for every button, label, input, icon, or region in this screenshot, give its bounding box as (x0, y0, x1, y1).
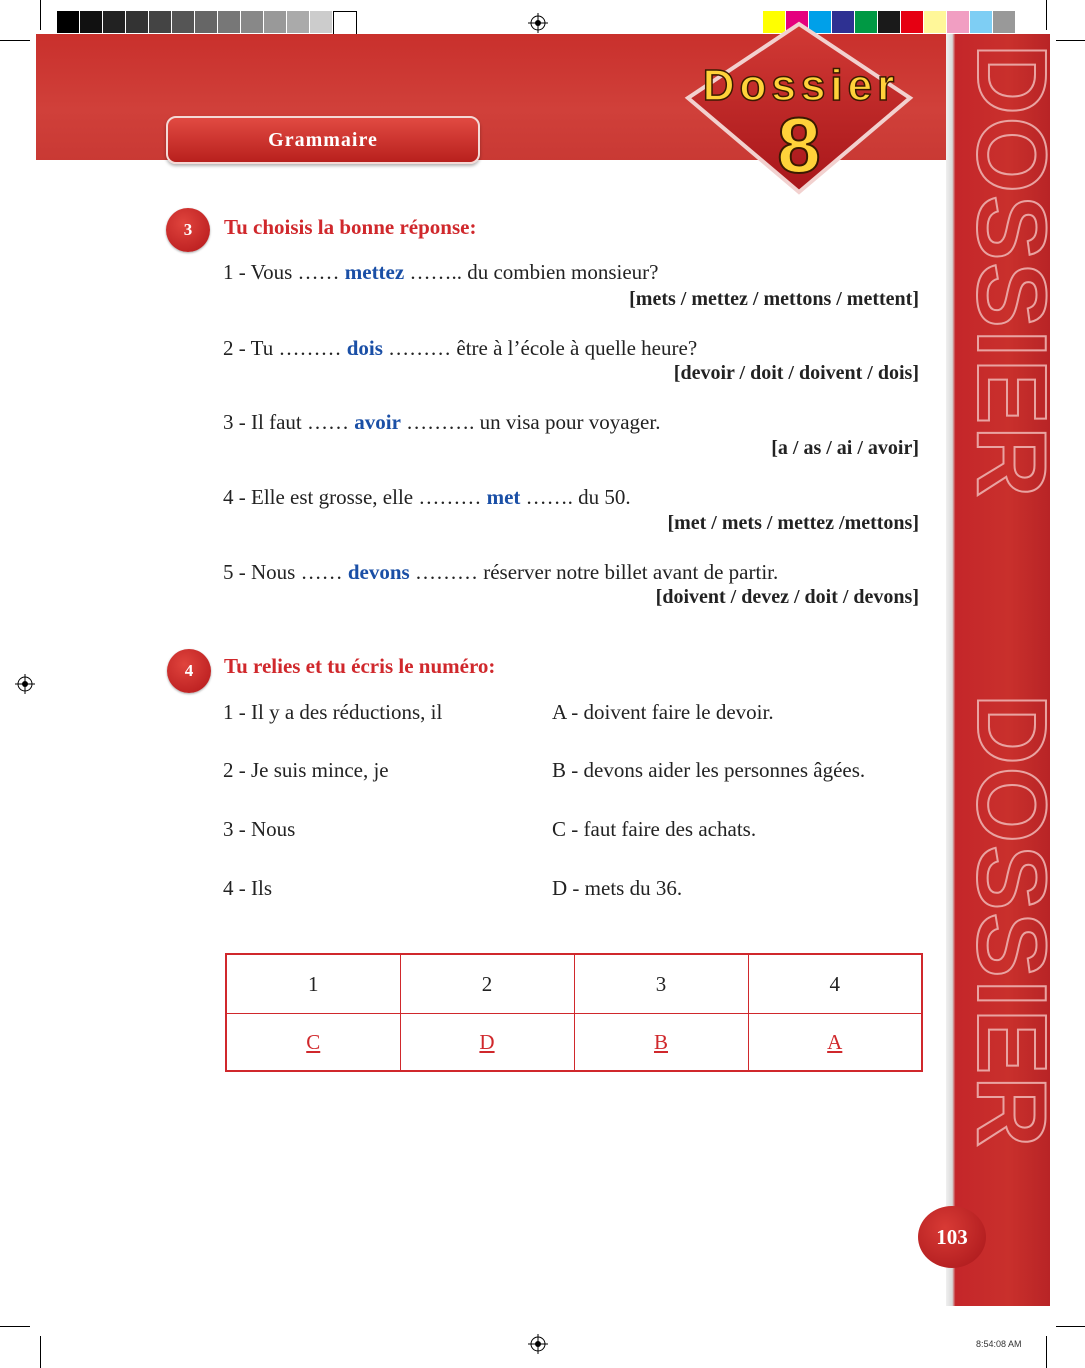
gray-swatch (103, 11, 125, 33)
question-line (223, 336, 697, 361)
question-line (223, 485, 631, 510)
table-answer-cell: C (226, 1014, 400, 1072)
question-line (223, 260, 659, 285)
table-row (226, 954, 922, 1014)
side-banner (946, 34, 1067, 1306)
match-left-item: 1 - Il y a des réductions, il (223, 700, 443, 724)
table-header-cell: 4 (748, 954, 922, 1014)
color-swatch (947, 11, 969, 33)
gray-swatch (126, 11, 148, 33)
answer-word: avoir (354, 410, 401, 434)
question-text-before: 2 - Tu ……… (223, 336, 342, 360)
question-text-before: 5 - Nous …… (223, 560, 343, 584)
dossier-word: Dossier (702, 61, 900, 110)
question-text-before: 3 - Il faut …… (223, 410, 349, 434)
match-right-item: A - doivent faire le devoir. (552, 700, 774, 724)
answer-options: [met / mets / mettez /mettons] (667, 512, 919, 534)
table-header-cell: 1 (226, 954, 400, 1014)
answer-options: [doivent / devez / doit / devons] (655, 586, 919, 608)
registration-mark-icon (528, 13, 548, 33)
gray-swatch (57, 11, 79, 33)
match-right-item: B - devons aider les personnes âgées. (552, 758, 866, 782)
question-line (223, 410, 660, 435)
gray-swatch (333, 11, 357, 35)
answer-options: [devoir / doit / doivent / dois] (673, 362, 919, 384)
question-text-after: …….. du combien monsieur? (409, 260, 659, 284)
exercise-number-badge (167, 649, 211, 693)
table-answer-cell: A (748, 1014, 922, 1072)
color-swatch (924, 11, 946, 33)
match-left-item: 3 - Nous (223, 817, 296, 841)
answer-word: met (486, 485, 521, 509)
table-header-cell: 3 (574, 954, 748, 1014)
answer-table (225, 953, 923, 1072)
answer-options: [mets / mettez / mettons / mettent] (629, 288, 919, 310)
dossier-badge (684, 20, 914, 195)
question-text-after: ……. du 50. (525, 485, 631, 509)
question-text-before: 4 - Elle est grosse, elle ……… (223, 485, 482, 509)
answer-word: mettez (344, 260, 405, 284)
exercise-number: 3 (183, 220, 193, 239)
gray-swatch (310, 11, 332, 33)
table-row (226, 1014, 922, 1072)
exercise-title: Tu choisis la bonne réponse: (224, 215, 477, 239)
gray-swatch (172, 11, 194, 33)
color-swatch (970, 11, 992, 33)
exercise-title: Tu relies et tu écris le numéro: (224, 654, 496, 678)
match-right-item: C - faut faire des achats. (552, 817, 757, 841)
print-timestamp: 8:54:08 AM (976, 1339, 1022, 1349)
exercise-number: 4 (184, 661, 194, 680)
match-left-item: 2 - Je suis mince, je (223, 758, 389, 782)
gray-swatch (149, 11, 171, 33)
gray-swatch (195, 11, 217, 33)
exercise-number-badge (166, 208, 210, 252)
page-number: 103 (918, 1206, 986, 1268)
registration-mark-icon (15, 674, 35, 694)
side-banner-text-repeat: DOSSIER (957, 694, 1067, 1150)
dossier-number: 8 (777, 101, 821, 189)
gray-swatch (218, 11, 240, 33)
answer-word: devons (347, 560, 410, 584)
table-header-cell: 2 (400, 954, 574, 1014)
question-text-before: 1 - Vous …… (223, 260, 340, 284)
gray-swatch (241, 11, 263, 33)
question-line (223, 560, 778, 585)
table-answer-cell: B (574, 1014, 748, 1072)
table-answer-cell: D (400, 1014, 574, 1072)
question-text-after: ……… être à l’école à quelle heure? (388, 336, 698, 360)
question-text-after: ……… réserver notre billet avant de partir. (414, 560, 779, 584)
gray-swatch (287, 11, 309, 33)
match-left-item: 4 - Ils (223, 876, 272, 900)
color-swatch (993, 11, 1015, 33)
gray-swatch (264, 11, 286, 33)
question-text-after: ………. un visa pour voyager. (406, 410, 661, 434)
side-banner-text: DOSSIER (957, 44, 1067, 500)
match-right-item: D - mets du 36. (552, 876, 683, 900)
section-tab (166, 116, 480, 164)
answer-word: dois (346, 336, 383, 360)
gray-swatch (80, 11, 102, 33)
answer-options: [a / as / ai / avoir] (771, 437, 919, 459)
section-label: Grammaire (268, 129, 378, 151)
registration-mark-icon (528, 1334, 548, 1354)
